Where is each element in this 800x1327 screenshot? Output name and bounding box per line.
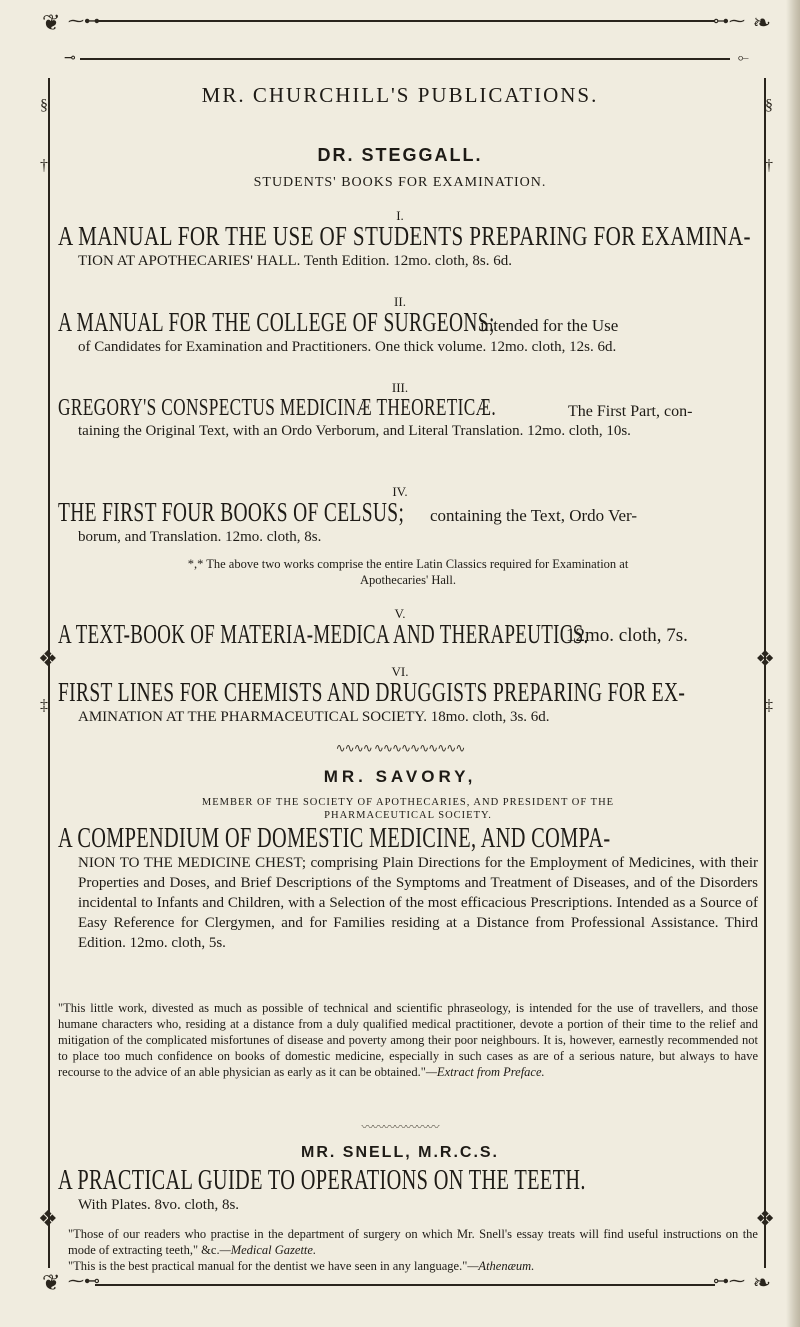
side-ornament-icon: † <box>40 157 48 174</box>
affiliation-line: PHARMACEUTICAL SOCIETY. <box>324 810 492 821</box>
side-ornament-icon: ❖ <box>755 646 775 671</box>
border-top-rule <box>95 20 715 22</box>
flourish-icon: ⊶⁓ <box>713 1273 745 1290</box>
flourish-icon: ⁓⊷ <box>68 1273 100 1290</box>
book-entry <box>58 221 758 271</box>
book-entry <box>58 1164 758 1215</box>
side-ornament-icon: ‡ <box>765 697 773 714</box>
book-title: GREGORY'S CONSPECTUS MEDICINÆ THEORETICÆ. <box>58 395 497 421</box>
corner-flourish-icon: ❦ <box>42 10 61 35</box>
book-details: AMINATION AT THE PHARMACEUTICAL SOCIETY. 18mo. cloth, 3s. 6d. <box>78 709 550 725</box>
book-details: NION TO THE MEDICINE CHEST; comprising Plain Directions for the Employment of Medicines, with their Properties and Doses, and Brief Descriptions of the Symptoms and Treatment of Diseases, and of the Disorders incidental to Infants and Children, with a Selection of the most efficacious Prescriptions. Intended as a Source of Easy Reference for Clergymen, and for Families residing at a Distance from Professional Assistance. Third Edition. 12mo. cloth, 5s. <box>78 855 758 951</box>
author-heading: MR. SAVORY, <box>323 767 477 786</box>
side-ornament-icon: ❖ <box>38 1206 58 1231</box>
book-entry <box>58 497 758 547</box>
author-affiliation <box>58 796 758 822</box>
book-entry <box>58 677 758 727</box>
book-details: With Plates. 8vo. cloth, 8s. <box>78 1197 240 1213</box>
entry-numeral: IV. <box>392 484 408 499</box>
entry-numeral: I. <box>396 208 404 223</box>
entry-numeral: III. <box>391 380 409 395</box>
preface-quote <box>58 1000 758 1080</box>
quote-source: —Athenæum. <box>467 1259 535 1273</box>
note-line: *,* The above two works comprise the entire Latin Classics required for Examination at <box>187 557 629 571</box>
review-quote <box>68 1226 758 1258</box>
corner-flourish-icon: ❦ <box>42 1270 61 1295</box>
quote-text: "Those of our readers who practise in the department of surgery on which Mr. Snell's essay treats will find useful instructions on the mode of extracting teeth," &c. <box>68 1227 758 1257</box>
entry-numeral: II. <box>394 294 406 309</box>
flourish-icon: ⟜ <box>737 51 749 66</box>
book-details: borum, and Translation. 12mo. cloth, 8s. <box>78 529 322 545</box>
quote-text: "This little work, divested as much as possible of technical and scientific phraseology, is intended for the use of travellers, and those humane characters who, residing at a distance from a duly qualified medical practitioner, devote a portion of their time to the relief and mitigation of the complicated misfortunes of disease and poverty among their poor neighbours. It is, however, earnestly recommended not to place too much confidence on books of domestic medicine, especially in such cases as are of a serious nature, but always to have recourse to the advice of an able physician as early as it can be obtained." <box>58 1001 758 1079</box>
book-entry <box>58 307 758 357</box>
quote-text: "This is the best practical manual for the dentist we have seen in any language." <box>68 1259 468 1273</box>
review-quote <box>68 1258 758 1274</box>
book-title: A MANUAL FOR THE COLLEGE OF SURGEONS; <box>58 307 495 337</box>
quote-source: —Extract from Preface. <box>425 1065 545 1079</box>
book-title: A PRACTICAL GUIDE TO OPERATIONS ON THE TEETH. <box>58 1164 586 1196</box>
book-title: A COMPENDIUM OF DOMESTIC MEDICINE, AND COMPA- <box>58 822 611 854</box>
book-details: of Candidates for Examination and Practitioners. One thick volume. 12mo. cloth, 12s. 6d. <box>78 339 617 355</box>
corner-flourish-icon: ❧ <box>752 1270 771 1295</box>
book-title: A TEXT-BOOK OF MATERIA-MEDICA AND THERAPEUTICS. <box>58 619 589 649</box>
book-title: THE FIRST FOUR BOOKS OF CELSUS; <box>58 497 405 527</box>
flourish-icon: ⊶⁓ <box>713 13 745 30</box>
side-ornament-icon: ❖ <box>38 646 58 671</box>
book-details: TION AT APOTHECARIES' HALL. Tenth Edition. 12mo. cloth, 8s. 6d. <box>78 253 513 269</box>
author-heading: MR. SNELL, M.R.C.S. <box>301 1144 499 1161</box>
side-ornament-icon: § <box>40 97 48 114</box>
affiliation-line: MEMBER OF THE SOCIETY OF APOTHECARIES, AND PRESIDENT OF THE <box>201 797 615 808</box>
book-title: A MANUAL FOR THE USE OF STUDENTS PREPARING FOR EXAMINA- <box>58 221 751 251</box>
book-entry <box>58 619 758 649</box>
book-entry <box>58 395 758 441</box>
note-line: Apothecaries' Hall. <box>360 573 456 587</box>
book-title-tail: containing the Text, Ordo Ver- <box>430 506 637 525</box>
book-title-tail: The First Part, con- <box>568 403 693 420</box>
border-bottom-rule <box>95 1284 715 1286</box>
side-ornament-icon: § <box>765 97 773 114</box>
editorial-note <box>58 556 758 588</box>
entry-numeral: V. <box>394 606 406 621</box>
section-subhead: STUDENTS' BOOKS FOR EXAMINATION. <box>253 175 547 190</box>
section-divider: ∿∿∿∿ ∿∿∿∿∿∿∿∿∿∿ <box>335 741 465 755</box>
corner-flourish-icon: ❧ <box>752 10 771 35</box>
side-ornament-icon: ‡ <box>40 697 48 714</box>
flourish-icon: ⊸ <box>64 51 76 66</box>
book-title: FIRST LINES FOR CHEMISTS AND DRUGGISTS PREPARING FOR EX- <box>58 677 686 707</box>
entry-numeral: VI. <box>391 664 409 679</box>
section-divider: 〰〰〰〰〰〰〰 <box>361 1120 439 1134</box>
border-top-inner-rule <box>80 58 730 60</box>
running-head: MR. CHURCHILL'S PUBLICATIONS. <box>201 83 599 107</box>
book-title-tail: intended for the Use <box>480 316 619 335</box>
author-heading: DR. STEGGALL. <box>317 145 483 165</box>
flourish-icon: ⁓⊷ <box>68 13 100 30</box>
side-ornament-icon: ❖ <box>755 1206 775 1231</box>
side-ornament-icon: † <box>765 157 773 174</box>
book-details: taining the Original Text, with an Ordo Verborum, and Literal Translation. 12mo. cloth, 10s. <box>78 423 631 439</box>
book-entry <box>58 822 758 953</box>
book-title-tail: 12mo. cloth, 7s. <box>566 625 688 646</box>
quote-source: —Medical Gazette. <box>219 1243 317 1257</box>
